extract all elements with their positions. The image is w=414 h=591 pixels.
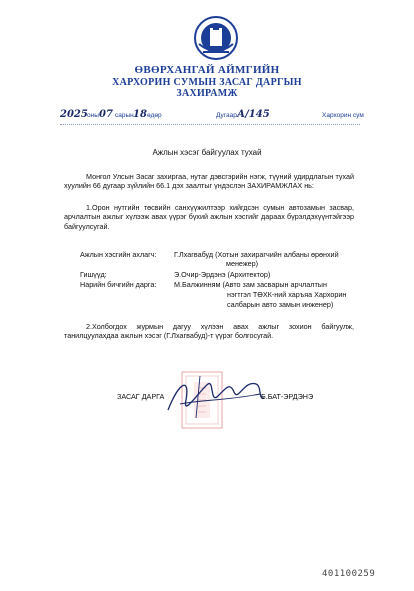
member-label: Гишүүд:	[80, 270, 107, 279]
document-serial-number: 401100259	[322, 569, 376, 579]
place: Хархорин сум	[322, 112, 364, 119]
date-year-suffix: оны	[87, 112, 99, 119]
date-day: 18	[133, 109, 147, 120]
org-title-line1: ӨВӨРХАНГАЙ АЙМГИЙН	[134, 64, 280, 76]
org-title-line2: ХАРХОРИН СУМЫН ЗАСАГ ДАРГЫН	[112, 77, 302, 88]
member-value: Э.Очир-Эрдэнэ (Архитектор)	[174, 270, 271, 279]
state-emblem-icon	[193, 14, 239, 62]
date-day-suffix: өдөр	[147, 112, 162, 119]
item-1: 1.Орон нутгийн төсвийн санхүүжилтээр хийгдсэн сумын автозамын засвар, арчлалтын ажлыг хүлээж авах үүрэг бүхий ажлын хэсгийг дараах бүрэлдэхүүнтэйгээр байгуулсугай.	[64, 203, 354, 231]
preamble: Монгол Улсын Засаг захиргаа, нутаг дэвсгэрийн нэгж, түүний удирдлагын тухай хуулийн 66 дугаар зүйлийн 66.1 дэх заалтыг үндэслэн ЗАХИРАМЖЛАХ нь:	[64, 172, 354, 191]
item-2: 2.Холбогдох журмын дагуу хүлээн авах ажлыг зохион байгуулж, танилцуулахдаа ажлын хэсэг (Г.Лхагвабуд)-т үүрэг болгосугай.	[64, 322, 354, 341]
number-label: Дугаар	[216, 112, 237, 119]
leader-label: Ажлын хэсгийн ахлагч:	[80, 250, 157, 259]
signature-title: ЗАСАГ ДАРГА	[117, 392, 165, 401]
decree-number: А/145	[237, 109, 270, 120]
date-year: 2025	[60, 109, 88, 120]
secretary-value-3: салбарын авто замын инженер)	[227, 300, 334, 309]
leader-value-1: Г.Лхагвабуд (Хотын захирагчийн албаны өрөнхий	[174, 250, 339, 259]
secretary-value-1: М.Балжинням (Авто зам засварын арчлалтын	[174, 280, 327, 289]
signatory-name: Б.БАТ-ЭРДЭНЭ	[261, 392, 314, 401]
date-underline	[60, 124, 360, 125]
handwritten-signature-icon	[160, 370, 270, 425]
decree-title: Ажлын хэсэг байгуулах тухай	[152, 148, 262, 157]
secretary-label: Нарийн бичгийн дарга:	[80, 280, 157, 289]
secretary-value-2: нэгтгэл ТӨХК-ний харъяа Хархорин	[227, 290, 347, 299]
org-title-line3: ЗАХИРАМЖ	[176, 88, 238, 99]
date-month-suffix: сарын	[115, 112, 134, 119]
date-month: 07	[99, 109, 113, 120]
leader-value-2: менежер)	[226, 259, 259, 268]
